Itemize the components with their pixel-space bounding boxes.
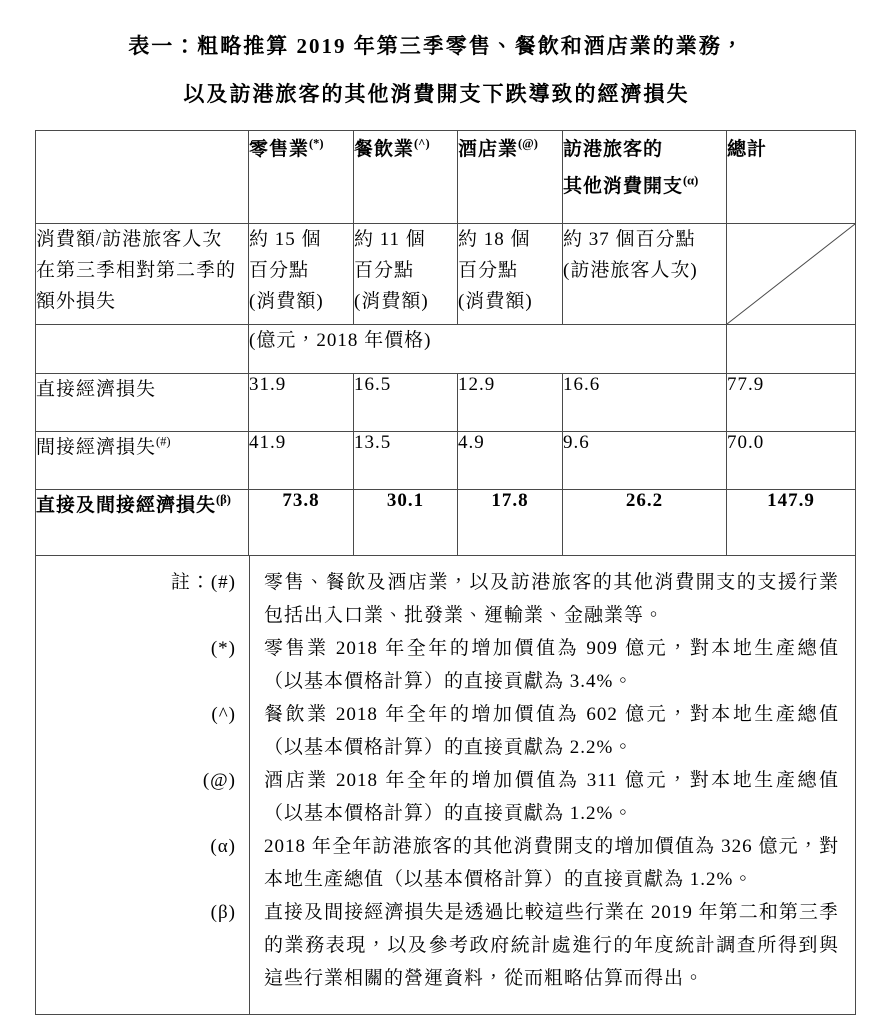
unit-row bbox=[36, 325, 856, 374]
direct-loss-retail: 31.9 bbox=[249, 374, 354, 432]
indirect-loss-retail: 41.9 bbox=[249, 432, 354, 490]
header-hotel: 酒店業(@) bbox=[458, 131, 563, 224]
hotel-footnote-marker: (@) bbox=[518, 136, 538, 151]
diagonal-line bbox=[727, 224, 855, 324]
visitor-percentage-cell: 約 37 個百分點 (訪港旅客人次) bbox=[563, 224, 727, 325]
direct-loss-visitor: 16.6 bbox=[563, 374, 727, 432]
percentage-loss-label: 消費額/訪港旅客人次 在第三季相對第二季的 額外損失 bbox=[36, 224, 249, 325]
combined-loss-hotel: 17.8 bbox=[458, 490, 563, 556]
title-line-2: 以及訪港旅客的其他消費開支下跌導致的經濟損失 bbox=[183, 82, 690, 106]
percentage-loss-row bbox=[36, 224, 856, 325]
notes-divider bbox=[249, 556, 250, 1014]
combined-loss-row bbox=[36, 490, 856, 556]
direct-loss-total: 77.9 bbox=[727, 374, 856, 432]
combined-loss-catering: 30.1 bbox=[354, 490, 458, 556]
combined-loss-visitor: 26.2 bbox=[563, 490, 727, 556]
combined-loss-total: 147.9 bbox=[727, 490, 856, 556]
combined-loss-label: 直接及間接經濟損失$^{(\beta)}$ bbox=[36, 490, 249, 556]
catering-percentage-cell: 約 11 個 百分點 (消費額) bbox=[354, 224, 458, 325]
notes-row bbox=[36, 556, 856, 1015]
catering-footnote-marker: (^) bbox=[414, 136, 430, 151]
total-not-applicable-cell bbox=[727, 224, 856, 325]
indirect-loss-visitor: 9.6 bbox=[563, 432, 727, 490]
direct-loss-row bbox=[36, 374, 856, 432]
header-retail: 零售業(*) bbox=[249, 131, 354, 224]
note-text-alpha: 2018 年全年訪港旅客的其他消費開支的增加價值為 326 億元，對本地生產總值（以基本價格計算）的直接貢獻為 1.2%。 bbox=[264, 836, 839, 890]
indirect-loss-total: 70.0 bbox=[727, 432, 856, 490]
note-marker-beta: (β) bbox=[210, 902, 236, 923]
header-total: 總計 bbox=[727, 131, 856, 224]
unit-empty-left-cell bbox=[36, 325, 249, 374]
unit-label-cell: (億元，2018 年價格) bbox=[249, 325, 727, 374]
note-text-caret: 餐飲業 2018 年全年的增加價值為 602 億元，對本地生產總值（以基本價格計算）的直接貢獻為 2.2%。 bbox=[264, 704, 839, 758]
note-text-hash: 零售、餐飲及酒店業，以及訪港旅客的其他消費開支的支援行業包括出入口業、批發業、運輸業、金融業等。 bbox=[264, 572, 839, 626]
unit-empty-total-cell bbox=[727, 325, 856, 374]
note-marker-caret: (^) bbox=[211, 704, 236, 725]
economic-loss-table bbox=[35, 130, 856, 1015]
indirect-loss-row bbox=[36, 432, 856, 490]
hotel-percentage-cell: 約 18 個 百分點 (消費額) bbox=[458, 224, 563, 325]
note-text-asterisk: 零售業 2018 年全年的增加價值為 909 億元，對本地生產總值（以基本價格計算）的直接貢獻為 3.4%。 bbox=[264, 638, 839, 692]
direct-loss-label: 直接經濟損失 bbox=[36, 374, 249, 432]
visitor-footnote-marker: (α) bbox=[683, 173, 699, 188]
indirect-loss-hotel: 4.9 bbox=[458, 432, 563, 490]
notes-list bbox=[36, 556, 855, 995]
header-empty-cell bbox=[36, 131, 249, 224]
note-marker-hash: 註：(#) bbox=[170, 572, 236, 593]
combined-loss-retail: 73.8 bbox=[249, 490, 354, 556]
retail-percentage-cell: 約 15 個 百分點 (消費額) bbox=[249, 224, 354, 325]
indirect-loss-catering: 13.5 bbox=[354, 432, 458, 490]
note-marker-at: (@) bbox=[202, 770, 236, 791]
indirect-footnote-marker: (#) bbox=[156, 434, 171, 449]
note-text-at: 酒店業 2018 年全年的增加價值為 311 億元，對本地生產總值（以基本價格計算）的直接貢獻為 1.2%。 bbox=[264, 770, 839, 824]
header-row bbox=[36, 131, 856, 224]
notes-cell bbox=[36, 556, 856, 1015]
direct-loss-catering: 16.5 bbox=[354, 374, 458, 432]
indirect-loss-label: 間接經濟損失(#) bbox=[36, 432, 249, 490]
combined-footnote-marker: (β) bbox=[216, 492, 231, 507]
note-marker-alpha: (α) bbox=[210, 836, 236, 857]
retail-footnote-marker: (*) bbox=[309, 136, 324, 151]
document-title bbox=[0, 0, 873, 118]
header-catering: 餐飲業(^) bbox=[354, 131, 458, 224]
header-visitor-spending: 訪港旅客的 其他消費開支$^{(\alpha)}$ bbox=[563, 131, 727, 224]
note-text-beta: 直接及間接經濟損失是透過比較這些行業在 2019 年第二和第三季的業務表現，以及參考政府統計處進行的年度統計調查所得到與這些行業相關的營運資料，從而粗略估算而得出。 bbox=[264, 902, 839, 989]
title-line-1: 表一：粗略推算 2019 年第三季零售、餐飲和酒店業的業務， bbox=[128, 34, 745, 58]
note-marker-asterisk: (*) bbox=[210, 638, 236, 659]
direct-loss-hotel: 12.9 bbox=[458, 374, 563, 432]
